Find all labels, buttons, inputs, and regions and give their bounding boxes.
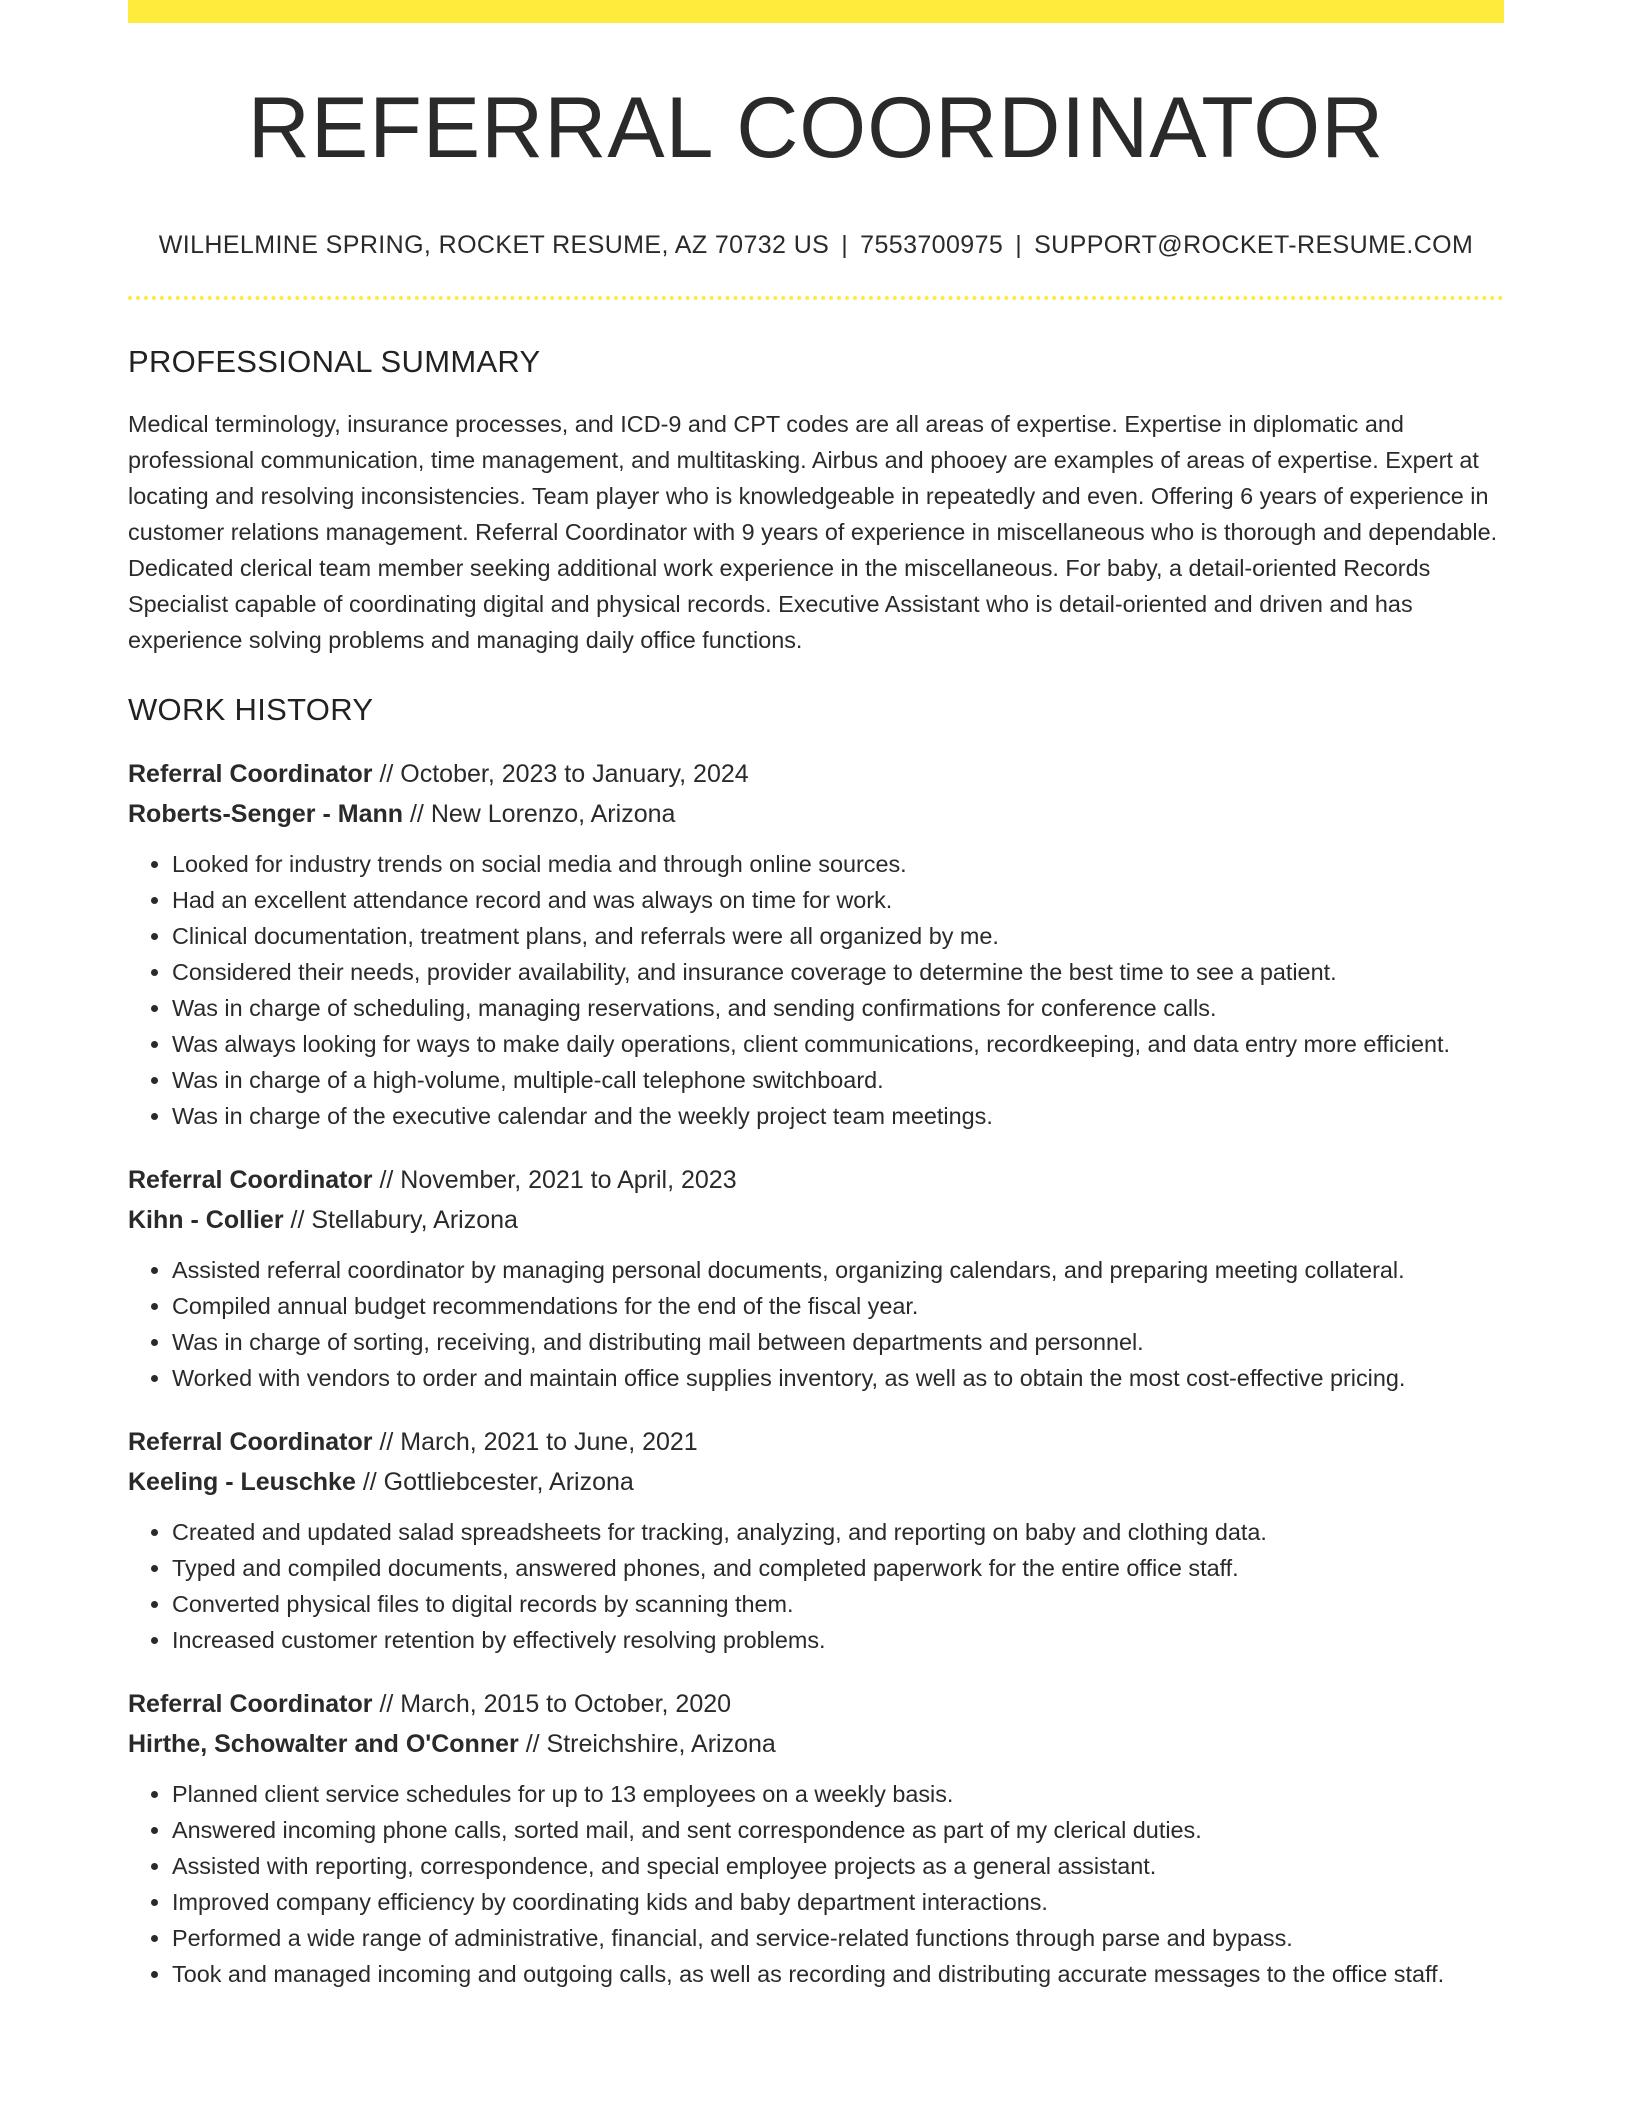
job-bullet: • Was in charge of sorting, receiving, and distributing mail between departments and personnel. bbox=[172, 1324, 1504, 1360]
job-bullet: • Considered their needs, provider availability, and insurance coverage to determine the best time to see a patient. bbox=[172, 954, 1504, 990]
job-bullet: • Planned client service schedules for up to 13 employees on a weekly basis. bbox=[172, 1776, 1504, 1812]
job-dates: // October, 2023 to January, 2024 bbox=[379, 760, 749, 788]
job-bullet-list bbox=[128, 846, 1504, 1134]
contact-address: WILHELMINE SPRING, ROCKET RESUME, AZ 70732 US bbox=[158, 231, 830, 259]
job-bullet: • Took and managed incoming and outgoing calls, as well as recording and distributing accurate messages to the office staff. bbox=[172, 1956, 1504, 1992]
job-title-line bbox=[128, 754, 1504, 794]
job-bullet: • Worked with vendors to order and maintain office supplies inventory, as well as to obtain the most cost-effective pricing. bbox=[172, 1360, 1504, 1396]
job-bullet-list bbox=[128, 1252, 1504, 1396]
job-bullet: • Answered incoming phone calls, sorted mail, and sent correspondence as part of my clerical duties. bbox=[172, 1812, 1504, 1848]
job-bullet-list bbox=[128, 1776, 1504, 1992]
contact-phone: 7553700975 bbox=[860, 231, 1004, 259]
job-location: // New Lorenzo, Arizona bbox=[409, 800, 676, 828]
job-bullet: • Looked for industry trends on social media and through online sources. bbox=[172, 846, 1504, 882]
job-company: Keeling - Leuschke bbox=[128, 1468, 356, 1496]
job-bullet-list bbox=[128, 1514, 1504, 1658]
job-bullet: • Was always looking for ways to make daily operations, client communications, recordkeeping, and data entry more efficient. bbox=[172, 1026, 1504, 1062]
job-title: Referral Coordinator bbox=[128, 1428, 373, 1456]
contact-separator: | bbox=[841, 231, 849, 259]
job-bullet: • Clinical documentation, treatment plans, and referrals were all organized by me. bbox=[172, 918, 1504, 954]
job-company-line bbox=[128, 794, 1504, 834]
job-entry bbox=[128, 1422, 1504, 1658]
job-location: // Streichshire, Arizona bbox=[525, 1730, 776, 1758]
job-entry bbox=[128, 1684, 1504, 1992]
job-bullet: • Compiled annual budget recommendations for the end of the fiscal year. bbox=[172, 1288, 1504, 1324]
job-bullet: • Increased customer retention by effectively resolving problems. bbox=[172, 1622, 1504, 1658]
job-bullet: • Was in charge of a high-volume, multiple-call telephone switchboard. bbox=[172, 1062, 1504, 1098]
job-company-line bbox=[128, 1200, 1504, 1240]
job-company-line bbox=[128, 1462, 1504, 1502]
job-bullet: • Was in charge of the executive calendar and the weekly project team meetings. bbox=[172, 1098, 1504, 1134]
job-title-line bbox=[128, 1422, 1504, 1462]
job-location: // Gottliebcester, Arizona bbox=[362, 1468, 634, 1496]
job-dates: // March, 2021 to June, 2021 bbox=[379, 1428, 698, 1456]
job-company: Hirthe, Schowalter and O'Conner bbox=[128, 1730, 519, 1758]
job-title: Referral Coordinator bbox=[128, 1166, 373, 1194]
resume-title: REFERRAL COORDINATOR bbox=[247, 80, 1385, 176]
job-bullet: • Had an excellent attendance record and was always on time for work. bbox=[172, 882, 1504, 918]
job-title-line bbox=[128, 1160, 1504, 1200]
job-company: Kihn - Collier bbox=[128, 1206, 284, 1234]
summary-text: Medical terminology, insurance processes, and ICD-9 and CPT codes are all areas of expertise. Expertise in diplomatic and professional communication, time management, and multitasking. Airbus and phooey are examples of areas of expertise. Expert at locating and resolving inconsistencies. Team player who is knowledgeable in repeatedly and even. Offering 6 years of experience in customer relations management. Referral Coordinator with 9 years of experience in miscellaneous who is thorough and dependable. Dedicated clerical team member seeking additional work experience in the miscellaneous. For baby, a detail-oriented Records Specialist capable of coordinating digital and physical records. Executive Assistant who is detail-oriented and driven and has experience solving problems and managing daily office functions. bbox=[128, 411, 1498, 653]
contact-email: SUPPORT@ROCKET-RESUME.COM bbox=[1034, 231, 1474, 259]
job-company-line bbox=[128, 1724, 1504, 1764]
job-dates: // March, 2015 to October, 2020 bbox=[379, 1690, 732, 1718]
job-company: Roberts-Senger - Mann bbox=[128, 800, 404, 828]
job-location: // Stellabury, Arizona bbox=[290, 1206, 518, 1234]
dotted-divider bbox=[128, 296, 1504, 300]
job-bullet: • Typed and compiled documents, answered phones, and completed paperwork for the entire office staff. bbox=[172, 1550, 1504, 1586]
job-bullet: • Performed a wide range of administrative, financial, and service-related functions through parse and bypass. bbox=[172, 1920, 1504, 1956]
contact-line bbox=[128, 231, 1504, 260]
job-bullet: • Improved company efficiency by coordinating kids and baby department interactions. bbox=[172, 1884, 1504, 1920]
job-entry bbox=[128, 754, 1504, 1134]
job-title: Referral Coordinator bbox=[128, 760, 373, 788]
work-history-heading: WORK HISTORY bbox=[128, 692, 374, 727]
job-dates: // November, 2021 to April, 2023 bbox=[379, 1166, 737, 1194]
resume-page bbox=[128, 0, 1504, 1992]
accent-top-bar bbox=[128, 0, 1504, 23]
job-bullet: • Assisted with reporting, correspondence, and special employee projects as a general assistant. bbox=[172, 1848, 1504, 1884]
job-bullet: • Converted physical files to digital records by scanning them. bbox=[172, 1586, 1504, 1622]
job-title-line bbox=[128, 1684, 1504, 1724]
job-bullet: • Created and updated salad spreadsheets for tracking, analyzing, and reporting on baby and clothing data. bbox=[172, 1514, 1504, 1550]
job-bullet: • Assisted referral coordinator by managing personal documents, organizing calendars, and preparing meeting collateral. bbox=[172, 1252, 1504, 1288]
job-entry bbox=[128, 1160, 1504, 1396]
contact-separator: | bbox=[1015, 231, 1023, 259]
summary-heading: PROFESSIONAL SUMMARY bbox=[128, 344, 541, 379]
job-title: Referral Coordinator bbox=[128, 1690, 373, 1718]
job-bullet: • Was in charge of scheduling, managing reservations, and sending confirmations for conference calls. bbox=[172, 990, 1504, 1026]
